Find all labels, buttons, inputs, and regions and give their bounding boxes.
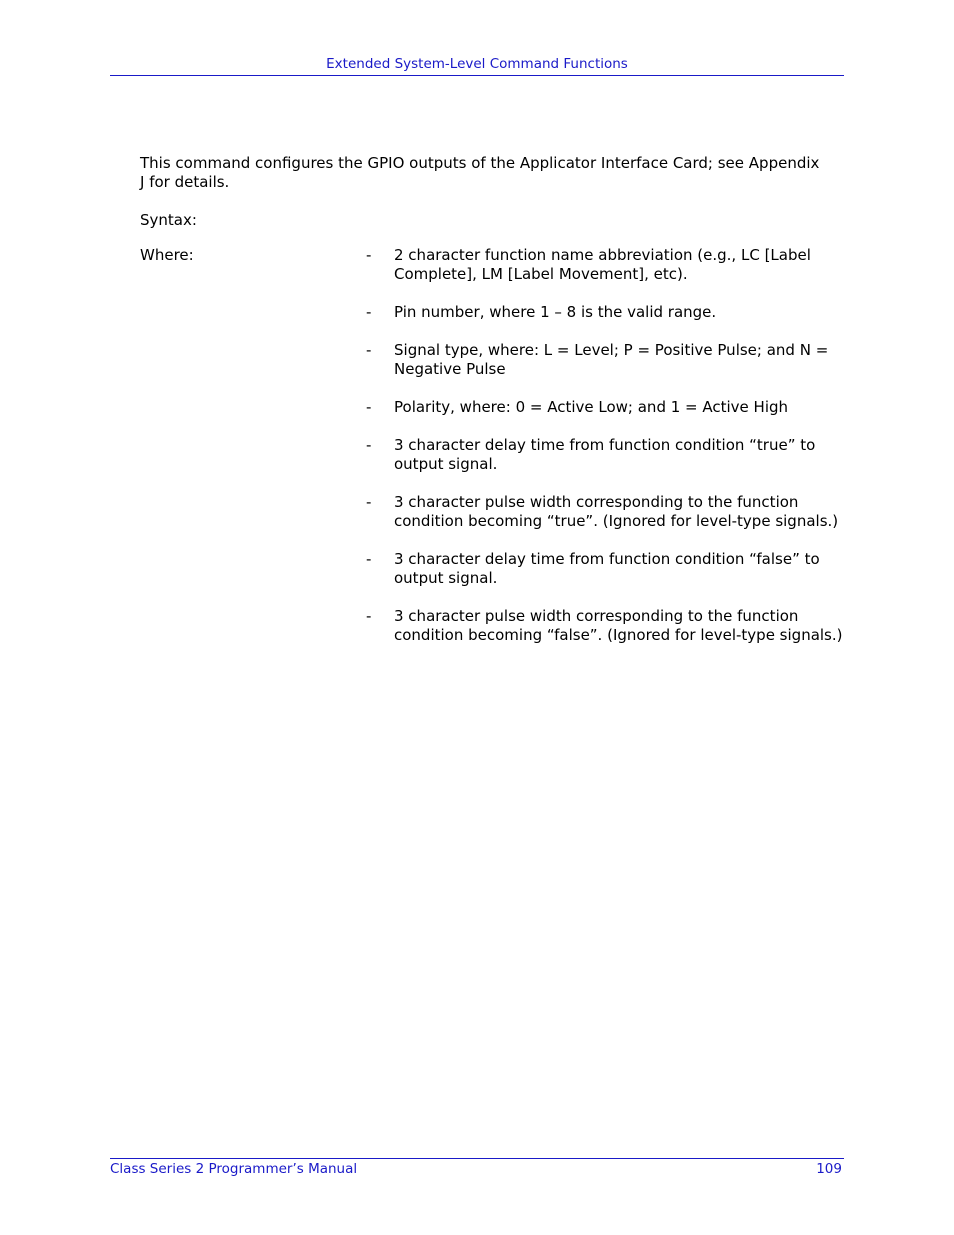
parameter-text: Signal type, where: L = Level; P = Positive Pulse; and N = Negative Pulse [394, 341, 829, 378]
parameter-list [366, 246, 846, 664]
list-dash: - [366, 398, 372, 416]
list-dash: - [366, 607, 372, 625]
syntax-label: Syntax: [140, 211, 197, 229]
parameter-text: 3 character delay time from function condition “true” to output signal. [394, 436, 816, 473]
list-dash: - [366, 303, 372, 321]
page-number: 109 [816, 1161, 842, 1177]
parameter-item [366, 303, 846, 322]
parameter-item [366, 341, 846, 379]
footer-manual-title: Class Series 2 Programmer’s Manual [110, 1161, 358, 1177]
footer-rule [110, 1158, 844, 1159]
parameter-item [366, 398, 846, 417]
parameter-text: 2 character function name abbreviation (e.g., LC [Label Complete], LM [Label Movement], etc). [394, 246, 811, 283]
where-label: Where: [140, 246, 194, 264]
list-dash: - [366, 436, 372, 454]
list-dash: - [366, 550, 372, 568]
list-dash: - [366, 246, 372, 264]
header-rule [110, 75, 844, 76]
parameter-text: Polarity, where: 0 = Active Low; and 1 = Active High [394, 398, 789, 416]
intro-paragraph: This command configures the GPIO outputs of the Applicator Interface Card; see Appendix J for details. [140, 154, 820, 191]
parameter-item [366, 246, 846, 284]
list-dash: - [366, 493, 372, 511]
list-dash: - [366, 341, 372, 359]
parameter-item [366, 607, 846, 645]
running-header: Extended System-Level Command Functions [326, 56, 628, 72]
parameter-text: Pin number, where 1 – 8 is the valid range. [394, 303, 717, 321]
parameter-item [366, 493, 846, 531]
parameter-item [366, 550, 846, 588]
parameter-text: 3 character pulse width corresponding to the function condition becoming “true”. (Ignored for level-type signals.) [394, 493, 839, 530]
parameter-text: 3 character delay time from function condition “false” to output signal. [394, 550, 820, 587]
parameter-item [366, 436, 846, 474]
parameter-text: 3 character pulse width corresponding to the function condition becoming “false”. (Ignored for level-type signals.) [394, 607, 843, 644]
